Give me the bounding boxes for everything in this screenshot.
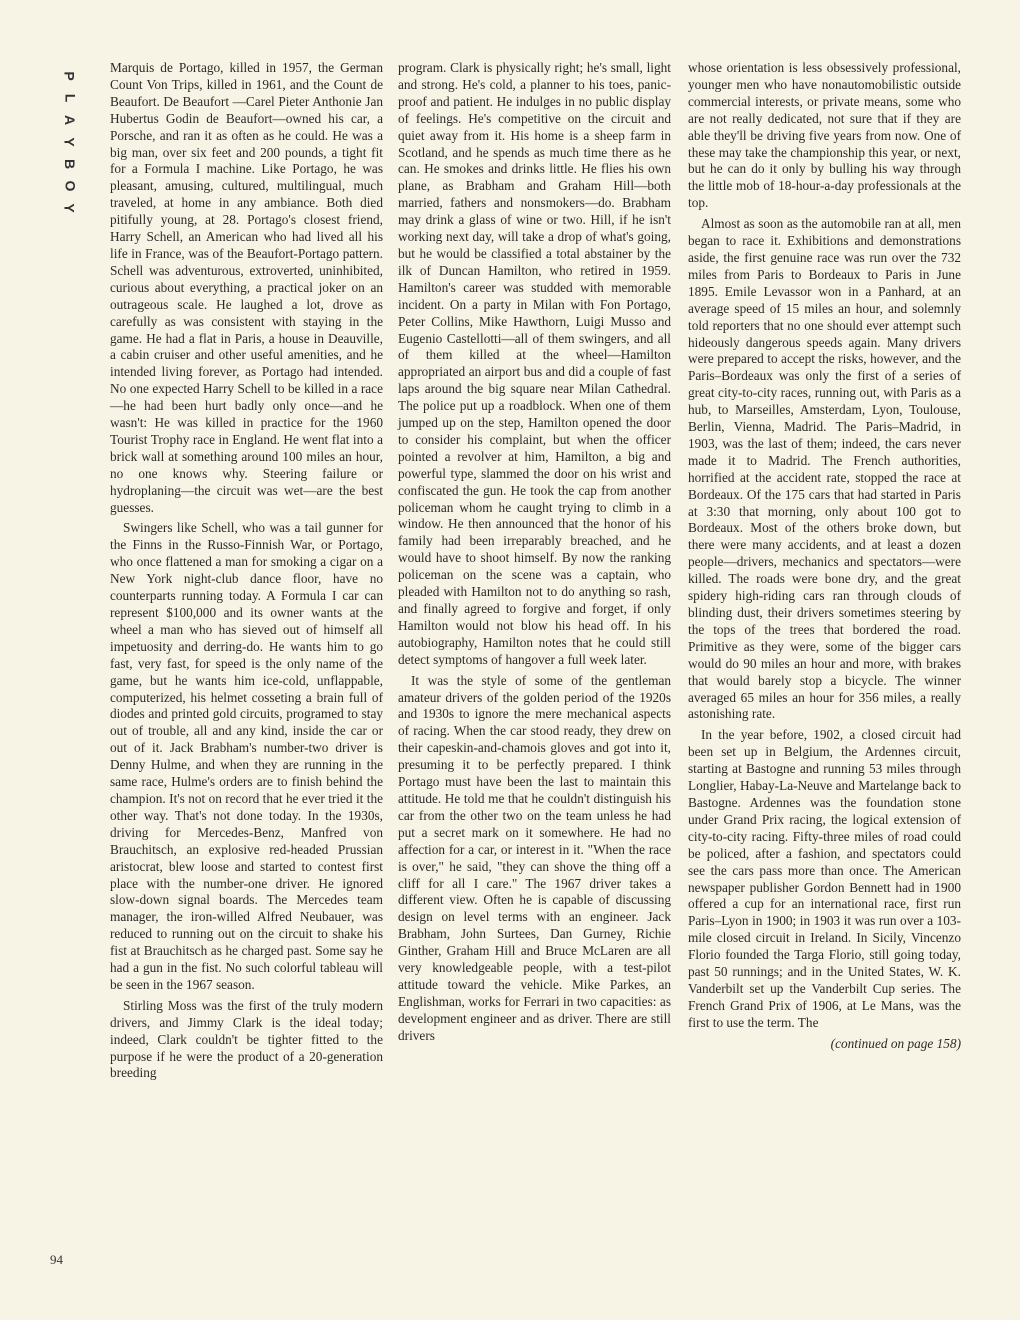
paragraph: Almost as soon as the automobile ran at all, men began to race it. Exhibitions and demonstrations aside, the first genuine race was run over the 732 miles from Paris to Bordeaux to Paris in June 1895. Emile Levassor won in a Panhard, at an average speed of 15 miles an hour, and solemnly told reporters that no one should ever attempt such hideously dangerous speeds again. Many drivers were prepared to accept the risks, however, and the Paris–Bordeaux was only the first of a series of great city-to-city races, running out, with Paris as a hub, to Marseilles, Amsterdam, Lyon, Toulouse, Berlin, Vienna, Madrid. The Paris–Madrid, in 1903, was the last of them; indeed, the cars never made it to Madrid. The French authorities, horrified at the accident rate, stopped the race at Bordeaux. Of the 175 cars that had started in Paris at 3:30 that morning, only about 100 got to Bordeaux. Most of the others broke down, but there were many accidents, and at least a dozen people—drivers, mechanics and spectators—were killed. The roads were bone dry, and the great spidery high-riding cars ran through clouds of blinding dust, their drivers sometimes steering by the tops of the trees that bordered the road. Primitive as they were, some of the bigger cars would do 90 miles an hour and more, with brakes that would barely stop a bicycle. The winner averaged 65 miles an hour for 356 miles, a really astonishing rate.	[688, 216, 961, 722]
column-1	[110, 60, 383, 1086]
masthead-letter: L	[62, 93, 78, 103]
masthead-letter: O	[61, 180, 78, 192]
continued-notice: (continued on page 158)	[830, 1035, 961, 1051]
masthead-letter: Y	[62, 137, 78, 147]
masthead-letter: Y	[62, 203, 78, 213]
paragraph: Stirling Moss was the first of the truly modern drivers, and Jimmy Clark is the ideal today; indeed, Clark couldn't be tighter fitted to the purpose if he were the product of a 20-generation breeding	[110, 997, 383, 1081]
page-number: 94	[50, 1252, 63, 1267]
column-3	[688, 60, 961, 1057]
paragraph: whose orientation is less obsessively professional, younger men who have nonautomobilistic outside commercial interests, or private means, some who are not really dedicated, not sure that if they are able they'll be driving five years from now. One of these may take the championship this year, or next, but he can do it only by bulling his way through the little mob of 18-hour-a-day professionals at the top.	[688, 60, 961, 211]
paragraph: program. Clark is physically right; he's small, light and strong. He's cold, a planner to his toes, panic-proof and patient. He indulges in no public display of feelings. He's competitive on the circuit and quiet away from it. His home is a sheep farm in Scotland, and he spends as much time there as he can. He smokes and drinks little. He flies his own plane, as Brabham and Graham Hill—both married, fathers and nonsmokers—do. Brabham may drink a glass of wine or two. Hill, if he isn't working next day, will take a drop of what's going, but he would be classified a total abstainer by the ilk of Duncan Hamilton, who retired in 1959. Hamilton's career was studded with memorable incident. On a party in Milan with Fon Portago, Peter Collins, Mike Hawthorn, Luigi Musso and Eugenio Castellotti—all of them swingers, and all of them killed at the wheel—Hamilton appropriated an airport bus and did a couple of fast laps around the big square near Milan Cathedral. The police put up a roadblock. When one of them jumped up on the step, Hamilton opened the door to consider his complaint, but when the officer pointed a revolver at him, Hamilton, a big and powerful type, slammed the door on his wrist and confiscated the gun. He took the cap from another policeman whom he caught trying to climb in a window. He then announced that the honor of his family had been irreparably breached, and he would have to shoot himself. By now the ranking policeman on the scene was a captain, who pleaded with Hamilton not to do anything so rash, and finally agreed to forgive and forget, if only Hamilton would not blow his head off. In his autobiography, Hamilton notes that he could still detect symptoms of hangover a full week later.	[398, 60, 671, 667]
paragraph: In the year before, 1902, a closed circuit had been set up in Belgium, the Ardennes circuit, starting at Bastogne and running 53 miles through Longlier, Habay-La-Neuve and Martelange back to Bastogne. Ardennes was the foundation stone under Grand Prix racing, the logical extension of city-to-city racing. Fifty-three miles of road could be policed, after a fashion, and spectators could see the cars pass more than once. The American newspaper publisher Gordon Bennett had in 1900 offered a cup for an international race, first run Paris–Lyon in 1900; in 1903 it was run over a 103-mile closed circuit in Ireland. In Sicily, Vincenzo Florio founded the Targa Florio, still going today, past 50 runnings; and in the United States, W. K. Vanderbilt set up the Vanderbilt Cup series. The French Grand Prix of 1906, at Le Mans, was the first to use the term. The	[688, 727, 961, 1030]
masthead-letter: B	[62, 158, 78, 170]
masthead-letter: A	[62, 114, 78, 126]
paragraph: Swingers like Schell, who was a tail gunner for the Finns in the Russo-Finnish War, or Portago, who once flattened a man for smoking a cigar on a New York night-club dance floor, have no counterparts running today. A Formula I car can represent $100,000 and its owner wants at the wheel a man who has sieved out of himself all impetuosity and derring-do. He wants him to go fast, very fast, for speed is the only name of the game, but he wants him ice-cold, unflappable, computerized, his helmet cosseting a brain full of diodes and printed gold circuits, programed to stay out of trouble, all and any kind, inside the car or out of it. Jack Brabham's number-two driver is Denny Hulme, and when they are running in the same race, Hulme's orders are to finish behind the champion. It's not on record that he ever tried it the other way. That's not done today. In the 1930s, driving for Mercedes-Benz, Manfred von Brauchitsch, an explosive red-headed Prussian aristocrat, blew loose and started to contest first place with the number-one driver. He ignored slow-down signal boards. The Mercedes team manager, the iron-willed Alfred Neubauer, was reduced to running out on the circuit to shake his fist at Brauchitsch as he charged past. Some say he had a gun in the fist. No such colorful tableau will be seen in the 1967 season.	[110, 520, 383, 992]
column-2	[398, 60, 671, 1049]
paragraph: It was the style of some of the gentleman amateur drivers of the golden period of the 1920s and 1930s to ignore the mere mechanical aspects of racing. When the car stood ready, they drew on their capeskin-and-chamois gloves and got into it, presuming it to be perfectly prepared. I think Portago must have been the last to maintain this attitude. He told me that he couldn't distinguish his car from the other two on the team unless he had put a secret mark on it somewhere. He had no affection for a car, or interest in it. "When the race is over," he said, "they can shove the thing off a cliff for all I care." The 1967 driver takes a different view. Often he is capable of discussing design on level terms with an engineer. Jack Brabham, John Surtees, Dan Gurney, Richie Ginther, Graham Hill and Bruce McLaren are all very knowledgeable people, with a test-pilot attitude toward the vehicle. Mike Parkes, an Englishman, works for Ferrari in two capacities: as development engineer and as driver. There are still drivers	[398, 672, 671, 1043]
masthead-letter: P	[62, 71, 78, 81]
masthead-vertical	[56, 66, 84, 220]
paragraph: Marquis de Portago, killed in 1957, the German Count Von Trips, killed in 1961, and the Count de Beaufort. De Beaufort —Carel Pieter Anthonie Jan Hubertus Godin de Beaufort—owned his car, a Porsche, and ran it as often as he could. He was a big man, over six feet and 200 pounds, a tight fit for a Formula I machine. Like Portago, he was pleasant, amusing, cultured, multilingual, much traveled, at home in any ambiance. Both died pitifully young, at 28. Portago's closest friend, Harry Schell, an American who had lived all his life in France, was of the Beaufort-Portago pattern. Schell was adventurous, extroverted, uninhibited, curious about everything, a practical joker on an outrageous scale. He laughed a lot, drove as carefully as was consistent with staying in the game. He had a flat in Paris, a house in Deauville, a cabin cruiser and other useful amenities, and he intended living forever, as Portago had intended. No one expected Harry Schell to be killed in a race—he had been hurt badly only once—and he wasn't: He was killed in practice for the 1960 Tourist Trophy race in England. He went flat into a brick wall at something around 100 miles an hour, no one knows why. Steering failure or hydroplaning—the circuit was wet—are the best guesses.	[110, 60, 383, 515]
